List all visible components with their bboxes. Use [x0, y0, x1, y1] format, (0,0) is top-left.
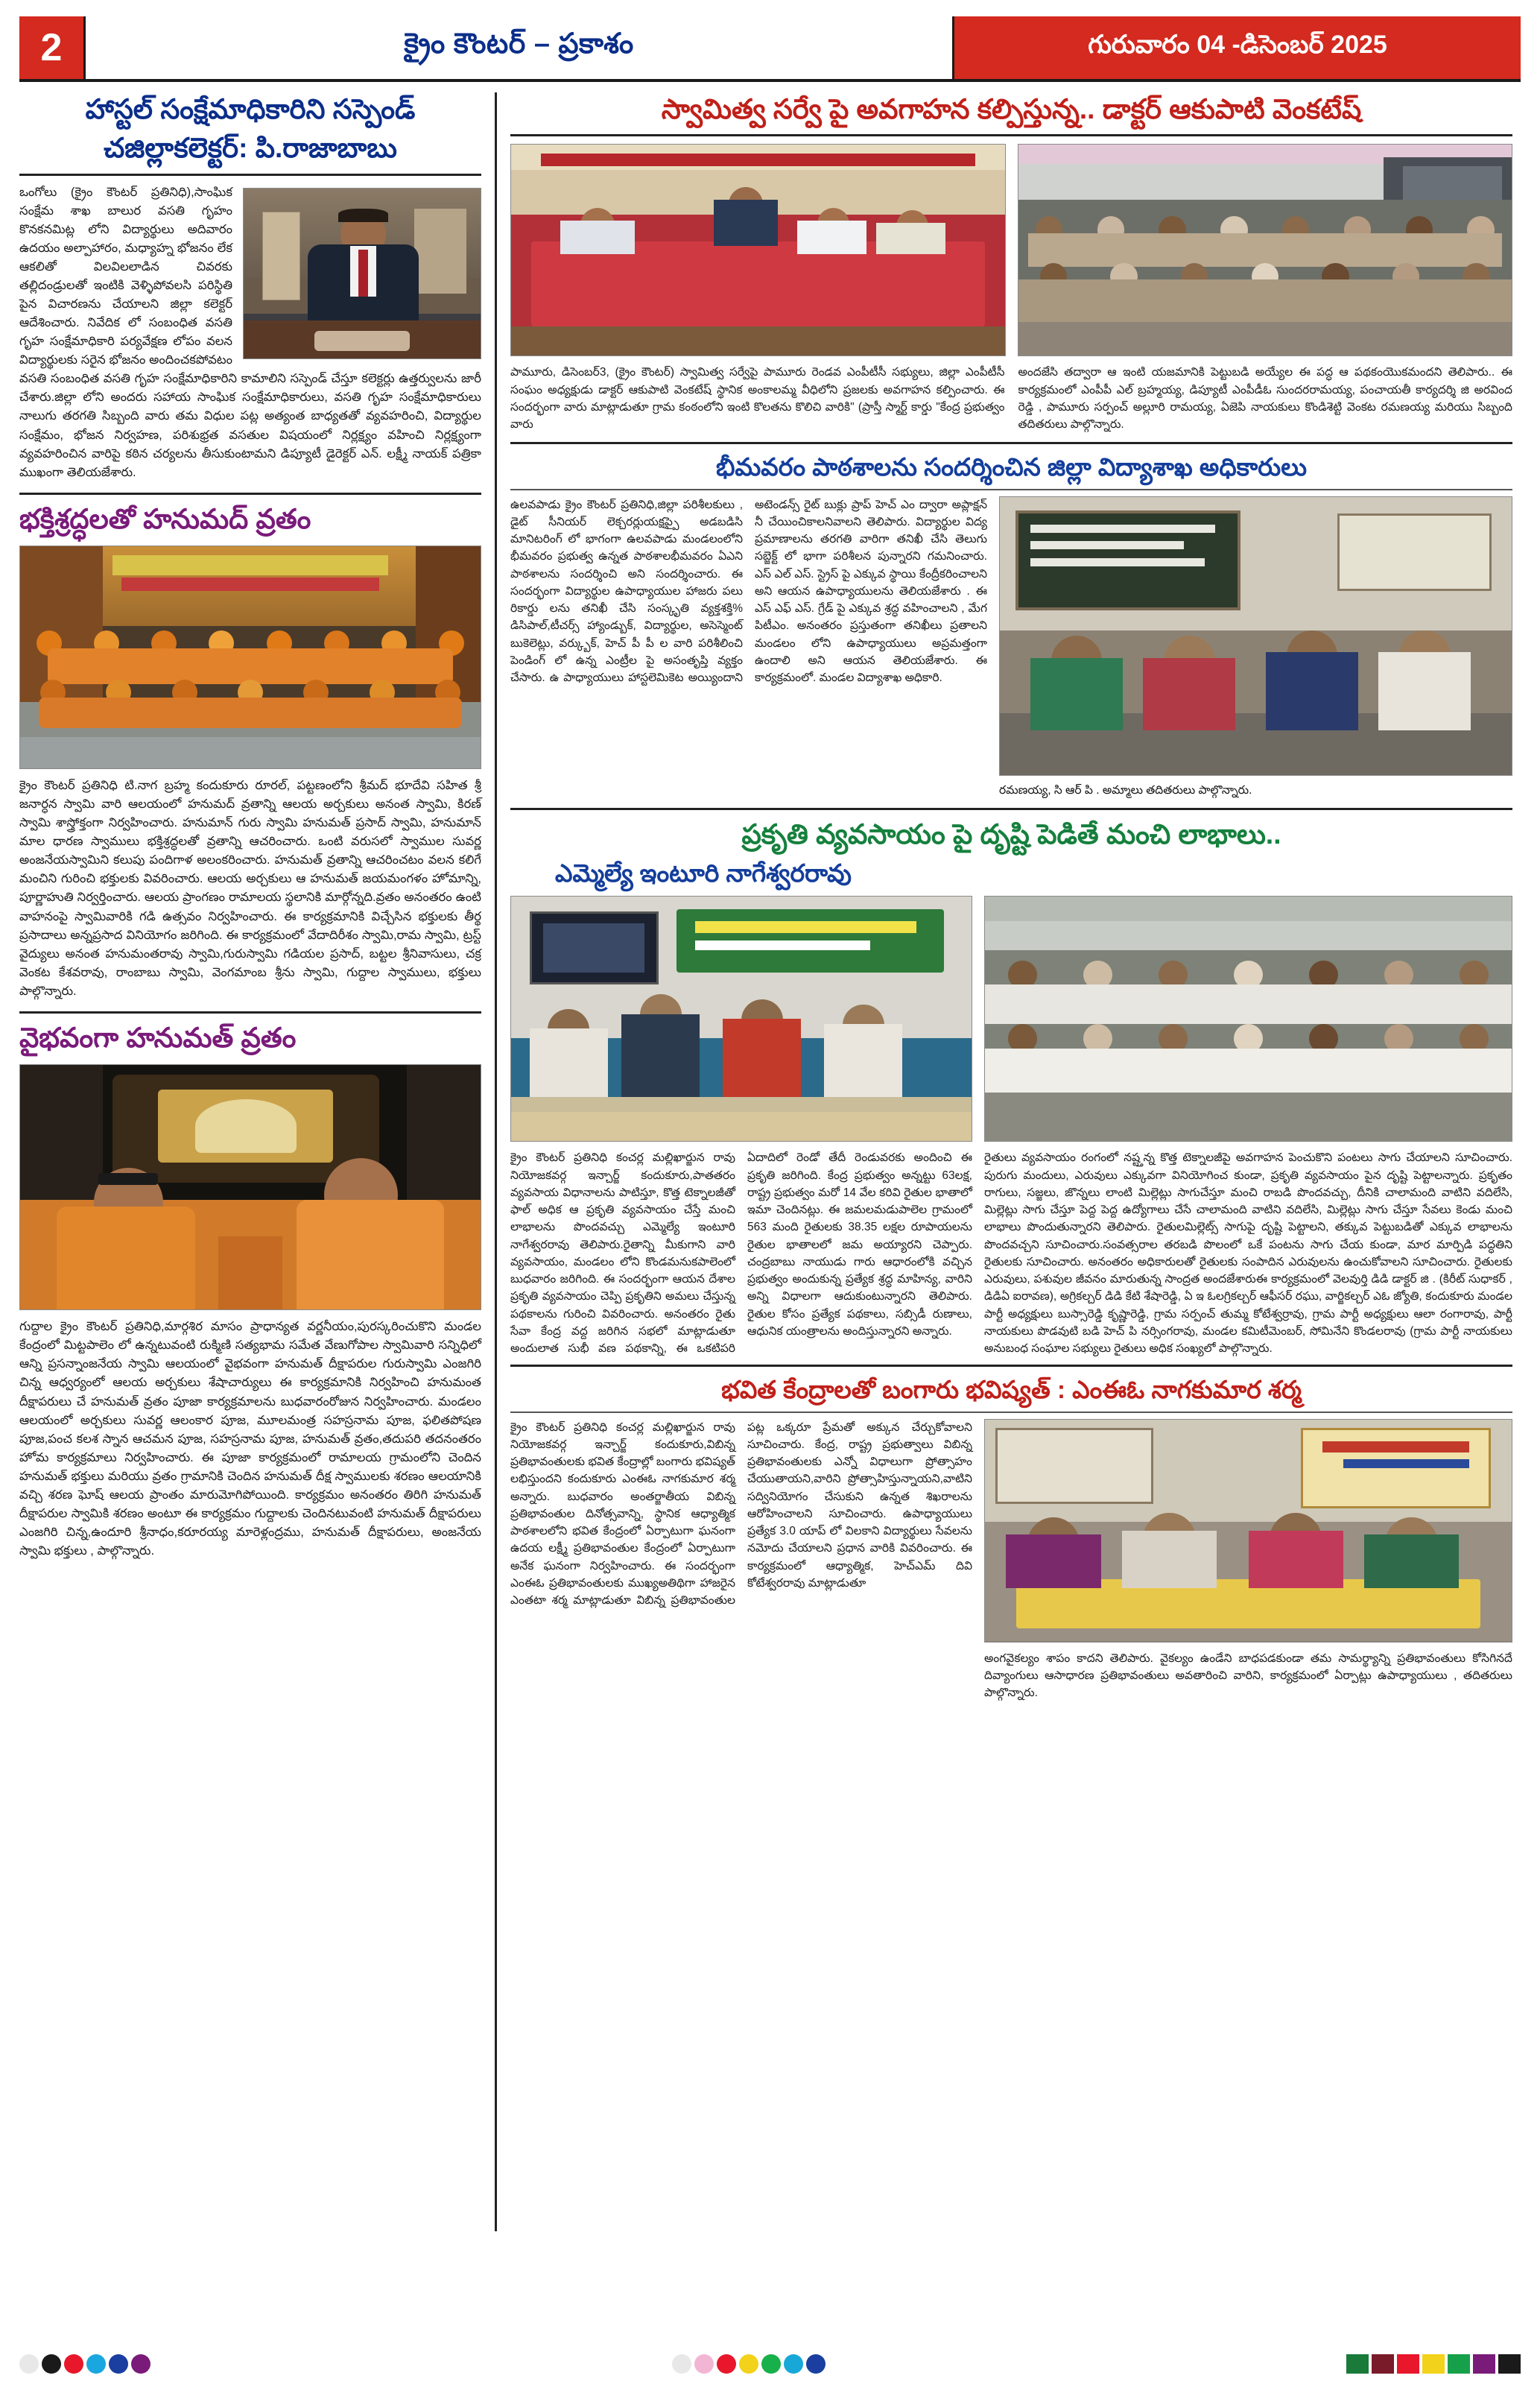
article-body-left: క్రైం కౌంటర్ ప్రతినిధి కంచర్ల మల్లిఖార్జున రావు నియోజకవర్గ ఇన్చార్జ్ కందుకూరు,పాతతరం వ్యవసాయ విధానాలను పాటిస్తూ, కొత్త టెక్నాలజీతో ఫాల్ అధిక ఆ ప్రకృతి వ్యవసాయం చేస్తే మంచి లాభాలను పొందవచ్చు ఎమ్మెల్యే ఇంటూరి నాగేశ్వరరావు తెలిపారు.రైతాన్ని మీకుగాని వారి వ్యవసాయం, మండలం లోని కొండమనుకపాలెంలో బుధవారం జరిగింది. ఈ సందర్భంగా ఆయన దేశాల ప్రకృతి వ్యవసాయం చెప్పి ప్రకృతిని అమలు చేస్తున్న పథకాలను గురించి వివరించారు. అనంతరం రైతు సేవా కేంద్ర వద్ద జరిగిన సభలో మాట్లాడుతూ అందులాత సుభీ వణ పథకాన్ని, ఈ ఒకటిపరి ఏదాదిలో రెండో తేదీ రెండువరకు అందించి ఈ ప్రకృతి జరిగింది. కేంద్ర ప్రభుత్వం అన్నట్టు 63లక్ష, రాష్ట్ర ప్రభుత్వం మరో 14 వేల కరివి రైతుల భాతాలో ఇమా చెందినట్లు. ఈ జమలమడుపాలెల గ్రామంలో 563 మంది రైతులకు 38.35 లక్షల రూపాయలను రైతుల భాతాలలో జమ అయ్యారని చెప్పారు. చంద్రబాబు నాయుడు గారు ఆధారంలోకి వచ్చిన ప్రభుత్వం అందుకున్న ప్రత్యేక శ్రద్ధ మాహిన్య, వారిని అన్ని విధాలగా ఆదుకుంటున్నారని తెలిపారు. రైతుల కోసం ప్రత్యేక పథకాలు, సబ్సిడీ రుణాలు, ఆధునిక యంత్రాలను అందిస్తున్నారని అన్నారు.	[510, 1151, 972, 1355]
headline-line-1: హాస్టల్ సంక్షేమాధికారిని సస్పెండ్	[85, 94, 416, 124]
article-body-right: అందజేసి తద్వారా ఆ ఇంటి యజమానికి పెట్టుబడి అయ్యేల ఈ పద్ధ ఆ పథకంయొకమందని తెలిపారు.. ఈ కార్యక్రమంలో ఎంపీపీ ఎల్ బ్రహ్మయ్య, డిప్యూటీ ఎంపీడీఓ సుందరరామయ్య, పంచాయతీ కార్యదర్శి జి అరవింద రెడ్డి , పామూరు సర్పంచ్ అల్లూరి రామయ్య, ఏజెపి నాయకులు కొండిశెట్టి వెంకట రమణయ్య మరియు సిబ్బంది తదితరులు పాల్గొన్నారు.	[1018, 366, 1512, 431]
photo-priests-ritual	[19, 1064, 481, 1310]
color-swatch	[717, 2354, 736, 2374]
article-body: ఉలవపాడు క్రైం కౌంటర్ ప్రతినిధి,జిల్లా పరిశీలకులు , డైట్ సీనియర్ లెక్చరర్లుయక్షప్పై అడబడిసి మానిటరింగ్ లో భాగంగా ఉలవపాడు మండలంలోని భీమవరం ప్రభుత్వ ఉన్నత పాఠశాలభీమవరం ఏఎని పాఠశాలను సందర్శించి అని సందర్శించారు. ఈ సందర్భంగా విద్యార్థుల ఉపాధ్యాయుల హాజరు పలు రికార్డు లను తనిఖీ చేసి సంస్కృతి వ్యక్తశక్తి% డిసిపాల్,టీచర్స్ హ్యాండ్బుక్, విద్యార్థుల, అసెస్మెంట్ బుకెలెట్లు, వర్క్బుక్, హెచ్ పీ పీ ల వారి పరిశీలించి పెండింగ్ లో ఉన్న ఎంట్రీల పై అసంతృప్తి వ్యక్తం చేసారు. ఉ పాధ్యాయులు హాస్టలెమికెట అయ్యిందాని అటెండన్స్ రైట్ బుక్లు ప్రాప్ హెచ్ ఎం ద్వారా అప్లాక్షన్ నీ చేయించికాలనివాలని తెలిపారు. విద్యార్థుల విద్య ప్రమాణాలను తరగతి వారిగా తనిఖీ చేసి తెలుగు సబ్జెక్ట్ లో భాగా పరిశీలన పున్నారని గమనించారు. ఎస్ ఎల్ ఎస్. స్ట్రెస్ పై ఎక్కువ స్థాయి కేంద్రీకరించాలని అని ఆయన ఉపాధ్యాయులను తెలియజేశారు . ఈ ఎస్ ఎఫ్ ఎస్. గ్రేడ్ పై ఎక్కువ శ్రద్ధ వహించాలని , మేగ పిటీఎం. అనంతరం ప్రస్తుతంగా తనిఖీలు ప్రతాలని మండలం లోని ఉపాధ్యాయులు అప్రమత్తంగా ఉందాలి అని ఆయన తెలియజేశారు. ఈ కార్యక్రమంలో. మండల విద్యాశాఖ అధికారి.	[510, 498, 987, 684]
article-body: గుద్దాల క్రైం కౌంటర్ ప్రతినిధి,మార్గశిర మాసం ప్రాధాన్యత వర్ణనీయం,పురస్కరించుకొని మండల కేంద్రంలో మిట్టపాలెం లో ఉన్నటువంటి రుక్మిణి సత్యభామ సమేత వేణుగోపాల స్వామివారి సన్నిధిలో ఆన్ని ప్రసన్నాంజనేయ స్వామి ఆలయంలో వైభవంగా హనుమత్ దీక్షాపరుల గురుస్వామి ఎంజగిరి చిన్న ఆధ్వర్యంలో ఆలయ అర్చకులు శేషాచార్యులు ఈ కార్యక్రమానికి నిర్వహించి హనుమంత దీక్షాపరులు చే హనుమత్ వ్రతం పూజా కార్యక్రమాలను బుధవారంరోజున నిర్వహించారు. మండలం ఆలయంలో అర్చకులు సువర్ణ ఆలంకార పూజ, మూలమంత్ర సహస్రనామ పూజ, ఫలితపోషణ పూజ,పంచ కలశ స్నాన ఆచమన పూజ, సహస్రనామ పూజ, హనుమత్ వ్రతం,తదుపరి తదనంతరం హోమ కార్యక్రమాలు నిర్వహించారు. ఈ పూజా కార్యక్రమంలో రామాలయ గ్రామంలోని చెందిన హనుమత్ భక్తులు మరియు వ్రతం గ్రామానికి చెందిన హనుమత్ దీక్ష స్వాములకు శరణం ఆలయానికి వచ్చి శరణ ఘోష్ ఆలయ ప్రాంతం మారుమోగిపోయింది. కార్యక్రమం అనంతరం తిరిగి హనుమత్ దీక్షాపరుల స్వామికి శరణం అంటూ ఈ కార్యక్రమం గుద్దాలకు చెందినటువంటి హనుమత్ దీక్షాపరులు ఎంజగిరి చిన్న,ఉందూరి శ్రీనాధం,కరూరయ్య మారెళ్లంద్రము, హనుమత్ దీక్షాపరులు, అంజనేయ స్వామి భక్తులు , పాల్గొన్నారు.	[19, 1320, 481, 1558]
divider	[19, 493, 481, 495]
color-swatch	[694, 2354, 714, 2374]
article-hanumat-vratam-vaibhavam	[19, 1021, 481, 1561]
swatch-group-right	[1346, 2354, 1521, 2374]
photo-mla-speech	[510, 896, 972, 1142]
headline: ప్రకృతి వ్యవసాయం పై దృష్టి పెడితే మంచి లాభాలు..	[741, 818, 1281, 850]
color-swatch	[64, 2354, 83, 2374]
divider	[510, 489, 1512, 490]
color-swatch	[131, 2354, 150, 2374]
color-swatch	[42, 2354, 61, 2374]
photo-farmers-audience	[984, 896, 1512, 1142]
masthead-date: గురువారం 04 -డిసెంబర్ 2025	[954, 16, 1521, 79]
column-separator	[495, 92, 497, 2231]
color-swatch	[806, 2354, 826, 2374]
color-swatch	[19, 2354, 39, 2374]
divider	[510, 1365, 1512, 1367]
color-swatch	[86, 2354, 106, 2374]
page-body	[19, 92, 1521, 2231]
article-hostel-warden-suspended	[19, 92, 481, 482]
color-swatch	[739, 2354, 758, 2374]
masthead	[19, 16, 1521, 82]
masthead-title-wrap	[83, 16, 954, 79]
color-swatch	[1498, 2354, 1521, 2374]
headline: స్వామిత్వ సర్వే పై అవగాహన కల్పిస్తున్న.. డాక్టర్ ఆకుపాటి వెంకటేష్	[661, 94, 1362, 124]
divider	[19, 1011, 481, 1014]
color-swatch	[1473, 2354, 1495, 2374]
article-body-left: పామూరు, డిసెంబర్3, (క్రైం కౌంటర్) స్వామిత్వ సర్వేపై పామూరు రెండవ ఎంపీటీసీ సభ్యులు, జిల్లా ఎంపీటీసీ సంఘం అధ్యక్షుడు డాక్టర్ ఆకుపాటి వెంకటేష్ స్థానిక అంకాలమ్మ వీధిలోని ప్రజలకు అవగాహన కల్పించారు. ఈ సందర్భంగా వారు మాట్లాడుతూ గ్రామ కంఠంలోని ఇంటి కొలతను కొలిచి వారికి" (ప్రాస్తీ స్మార్ట్ కార్డు "కేంద్ర ప్రభుత్వం వారు	[510, 366, 1005, 431]
article-body-right: అంగవైకల్యం శాపం కాదని తెలిపారు. వైకల్యం ఉండేని బాధపడకుండా తమ సామర్థ్యాన్ని ప్రతిభావంతులు కోసిగినదే దివ్యాంగులు ఆసాధారణ ప్రతిభావంతులు అవతారించి వారిని, కార్యక్రమంలో ఏర్పాట్లు ఉపాధ్యాయులు , తదితరులు పాల్గొన్నారు.	[984, 1651, 1512, 1699]
photo-village-gathering	[1018, 144, 1513, 356]
headline: వైభవంగా హనుమత్ వ్రతం	[19, 1022, 297, 1053]
divider	[19, 174, 481, 176]
print-registration-swatches	[19, 2354, 1521, 2374]
divider	[510, 442, 1512, 444]
left-column	[19, 92, 481, 2231]
photo-temple-ritual	[19, 546, 481, 769]
photo-meeting-hall	[510, 144, 1006, 356]
article-school-inspection	[510, 452, 1512, 799]
photo-collector-portrait	[243, 188, 481, 359]
divider	[510, 134, 1512, 136]
headline: భక్తిశ్రద్ధలతో హనుమద్ వ్రతం	[19, 503, 311, 534]
subheadline: ఎమ్మెల్యే ఇంటూరి నాగేశ్వరరావు	[555, 859, 852, 887]
color-swatch	[784, 2354, 803, 2374]
article-body-left: క్రైం కౌంటర్ ప్రతినిధి కంచర్ల మల్లిఖార్జున రావు నియోజకవర్గ ఇన్చార్జ్ కందుకూరు,విబిన్న ప్రతిభావంతులకు భవిత కేంద్రాల్లో బంగారు భవిష్యత్ లభిస్తుందని కందుకూరు ఎంఈఓ నాగకుమార శర్మ అన్నారు. బుధవారం అంతర్జాతీయ విబిన్న ప్రతిభావంతుల దినోత్సవాన్ని, స్థానిక ఆధ్యాత్మిక పాఠశాలలోని భవిత కేంద్రంలో ఏర్పాటుగా ఘనంగా ఉదయ లక్ష్మీ ప్రతిభావంతుల కేంద్రంలో ఏర్పాటుగా అనేక ఘనంగా నిర్వహించారు. ఈ సందర్భంగా ఎంఈఓ ప్రతిభావంతులకు ముఖ్యఅతిథిగా హాజరైన ఎంతటా శర్మ మాట్లాడుతూ విబిన్న ప్రతిభావంతుల పట్ల ఒక్కరూ ప్రేమతో అక్కున చేర్చుకోవాలని సూచించారు. కేంద్ర, రాష్ట్ర ప్రభుత్వాలు విబిన్న ప్రతిభావంతులకు ఎన్నో విధాలుగా ప్రోత్సాహం చేయుతాయని,వారిని ప్రోత్సాహిస్తున్నాయని,వాటిని సద్వినియోగం చేసుకుని ఉన్నత శిఖరాలను ఆరోహించాలని సూచించారు. ఉపాధ్యాయులు ప్రత్యేక 3.0 యాప్ లో విలకాని విద్యార్థులు సేవలను నమోదు చేయాలని ప్రధాన వారికి వివరించారు. ఈ కార్యక్రమంలో ఆధ్యాత్మిక, హెచ్ఎమ్ దివి కోటేశ్వరరావు మాట్లాడుతూ	[510, 1420, 972, 1607]
article-bhavita-centres	[510, 1374, 1512, 1701]
article-swamitva-survey	[510, 92, 1512, 433]
color-swatch	[761, 2354, 781, 2374]
divider	[510, 1412, 1512, 1413]
photo-bhavita-event	[984, 1419, 1512, 1643]
swatch-group-left	[19, 2354, 150, 2374]
swatch-group-center	[672, 2354, 826, 2374]
photo-classroom-inspection	[999, 496, 1512, 776]
masthead-title: క్రైం కౌంటర్ – ప్రకాశం	[404, 28, 634, 60]
color-swatch	[672, 2354, 691, 2374]
right-column	[510, 92, 1512, 2231]
divider	[510, 808, 1512, 810]
photo-caption: రమణయ్య, సి ఆర్ పి . అమ్మాలు తదితరులు పాల్గొన్నారు.	[999, 783, 1252, 797]
article-body: క్రైం కౌంటర్ ప్రతినిధి టి.నాగ బ్రహ్మ కందుకూరు రూరల్, పట్టణంలోని శ్రీమద్ భూదేవి సహిత శ్రీ జనార్ధన స్వామి వారి ఆలయంలో హనుమద్ వ్రతాన్ని ఆలయ అర్చకులు అనంత స్వామి, కిరణ్ స్వామి శాస్త్రోక్తంగా నిర్వహించారు. హనుమాన్ గురు స్వామి హనుమత్ ప్రసాద్ స్వామి, హనుమాన్ మాల ధారణ స్వాములు భక్తిశ్రద్ధలతో వ్రతాన్ని ఆచరించారు. ఒంటి వరుసలో స్వాముల సువర్ణ అంజనేయస్వామిని కలుపు పందిగాళ అలంకరించారు. హనుమత్ వ్రతాన్ని ఆచరించటం వలన కలిగే మంచిని గురించి భక్తులకు వివరించారు. ఆలయ అర్చకులు ఆ హనుమత్ జయమంగళం హోమాన్ని, పూర్ణాహుతి నిర్వర్తించారు. ఆలయ ప్రాంగణం రామాలయ స్థలానికి మార్గోన్నది.వ్రతం అనంతరం ఉంటి వాహనంపై స్వామివారికి గడి ఉత్సవం నిర్వహించారు. ఈ కార్యక్రమానికి విచ్చేసిన భక్తులకు తీర్థ ప్రసాదాలు అన్నప్రసాద వినియోగం జరిగింది. ఈ కార్యక్రమంలో వేదాదిరీశం స్వామి,రామ స్వామి, ట్రస్ట్ వైద్యులు అనంత హనుమంతరావు స్వామి,గురుస్వామి గడియల ప్రసాద్, బట్టల శ్రీనివాసులు, చక్ర వెంకట కేశవరావు, రాంబాబు స్వామి, వెంగమాంబ శ్రీను స్వామి, గుద్దాల స్వాములు, భక్తులు పాల్గొన్నారు.	[19, 779, 481, 998]
headline: భవిత కేంద్రాలతో బంగారు భవిష్యత్ : ఎంఈఓ నాగకుమార శర్మ	[721, 1376, 1302, 1404]
color-swatch	[1397, 2354, 1419, 2374]
article-body: ఒంగోలు (క్రైం కౌంటర్ ప్రతినిధి),సాంఘిక సంక్షేమ శాఖ బాలుర వసతి గృహం కొనకనమిట్ల లోని విద్యార్థులు అదివారం ఉదయం అల్పాహారం, మధ్యాహ్న భోజనం లేక ఆకలితో విలవిలలాడిన చివరకు తల్లిదండ్రులతో ఇంటికి వెళ్ళిపోవలసి పరిస్థితి పైన విచారణను చేయాలని జిల్లా కలెక్టర్ ఆదేశించారు. నివేదిక లో సంబంధిత వసతి గృహ సంక్షేమాధికారి పర్యవేక్షణ లోపం వలన విద్యార్థులకు సరైన భోజనం అందించకపోవటం వసతి సంబంధిత వసతి గృహ సంక్షేమాధికారిని కామాలిని సస్పెండ్ చేస్తూ కలెక్టర్లు ఉత్తర్వులను జారీ చేశారు.జిల్లా లోని అందరు సహాయ సాంఘిక సంక్షేమాధికారులు, వసతి గృహ సంక్షేమాధికారులు నాలుగు తరగతి సిబ్బంది వారు తమ విధుల పట్ల అత్యంత బాధ్యతతో వ్యవహరించి, విద్యార్థుల సంక్షేమం, భోజన నిర్వహణ, పరిశుభ్రత వసతుల విషయంలో నిర్లక్ష్యం వహించి నిర్లక్ష్యంగా వ్యవహరించిన వారిపై కఠిన చర్యలను తీసుకుంటామని డిప్యూటీ డైరెక్టర్ ఎన్. లక్ష్మీ నాయక్ పత్రికా ముఖంగా తెలియజేశారు.	[19, 185, 481, 479]
color-swatch	[109, 2354, 128, 2374]
page-number: 2	[19, 16, 83, 79]
color-swatch	[1448, 2354, 1470, 2374]
headline-line-2: చజిల్లాకలెక్టర్: పి.రాజాబాబు	[104, 133, 397, 164]
color-swatch	[1422, 2354, 1445, 2374]
article-hanumad-vratam-bhakti	[19, 502, 481, 1001]
article-body-right: రైతులు వ్యవసాయం రంగంలో నష్ట్తన్న కొత్త టెక్నాలజీపై అవగాహన పెంచుకొని పంటలు సాగు చేయాలని సూచించారు. పురుగు మందులు, ఎరువులు ఎక్కువగా వినియోగించ కుండా, ప్రకృతి వ్యవసాయం పైన దృష్టి పెట్టాలన్నారు. ప్రకృతం రాగులు, సజ్జలు, జొన్నలు లాంటి మిల్లెట్లు సాగుచేస్తూ మంచి రాబడి పొందవచ్చు, దీనికి చాలామంది వాటిని వదిలేసి, మిల్లెట్లు సాగు చేస్తూ పెద్ద పెద్ద ఉద్యోగాలు చేసే చాలామంది వాటిని వదిలేసి, మిల్లెట్లు సాగు చేస్తూ సేవలు కెండు మంచి లాభాలు పొందుతున్నారని తెలిపారు. రైతులమిల్లెట్స్ సాగుపై దృష్టి పెట్టాలని, తక్కువ పెట్టుబడితో ఎక్కువ లాభాలను పొందవచ్చని సూచించారు.సంవత్సరాల తరబడి పొలంలో ఒకే పంటను సాగు చేయ కుండా, మార మార్పిడి పద్ధతిని రైతులకు సూచించారు. అనంతరం అధికారులతో రైతులకు సంపాదిన ఎరువులను ఉంచుకోవాలని సూచించారు. రైతులకు ఎరువులు, పశువుల జీవనం మారుతున్న సాంద్రత అందజేశారుఈ కార్యక్రమంలో వెలవుర్తి డిడి డాక్టర్ జి . (కిరీట్ సుధాకర్ , డిడిఏ ఐరావణ), అగ్రికల్చర్ డిడి కేటి శేషారెడ్డి, ఏ ఇ ఓలగ్రికల్చర్ ఆఫీసర్ రఘు, వార్జికల్చర్ ఎఓ జ్యోతి, కందుకూరు మండల పార్టీ అధ్యక్షులు బుస్సారెడ్డి కృష్ణారెడ్డి, గ్రామ సర్పంచ్ తుమ్మ కోటేశ్వర్రావు, గ్రామ పార్టీ అధ్యక్షులు ఆలా రంగారావు, పార్టీ నాయకులు పొడవుటి బడి హెచ్ పి నర్సింగరావు, మండల కమిటీమెంబర్, సోమినేని కొండలరావు (గ్రామ పార్టీ నాయకులు అనుబంధ సంఘాల సభ్యులు రైతులు అధిక సంఖ్యలో పాల్గొన్నారు.	[984, 1151, 1512, 1355]
headline: భీమవరం పాఠశాలను సందర్శించిన జిల్లా విద్యాశాఖ అధికారులు	[715, 453, 1308, 481]
color-swatch	[1372, 2354, 1394, 2374]
color-swatch	[1346, 2354, 1369, 2374]
article-natural-farming	[510, 818, 1512, 1358]
